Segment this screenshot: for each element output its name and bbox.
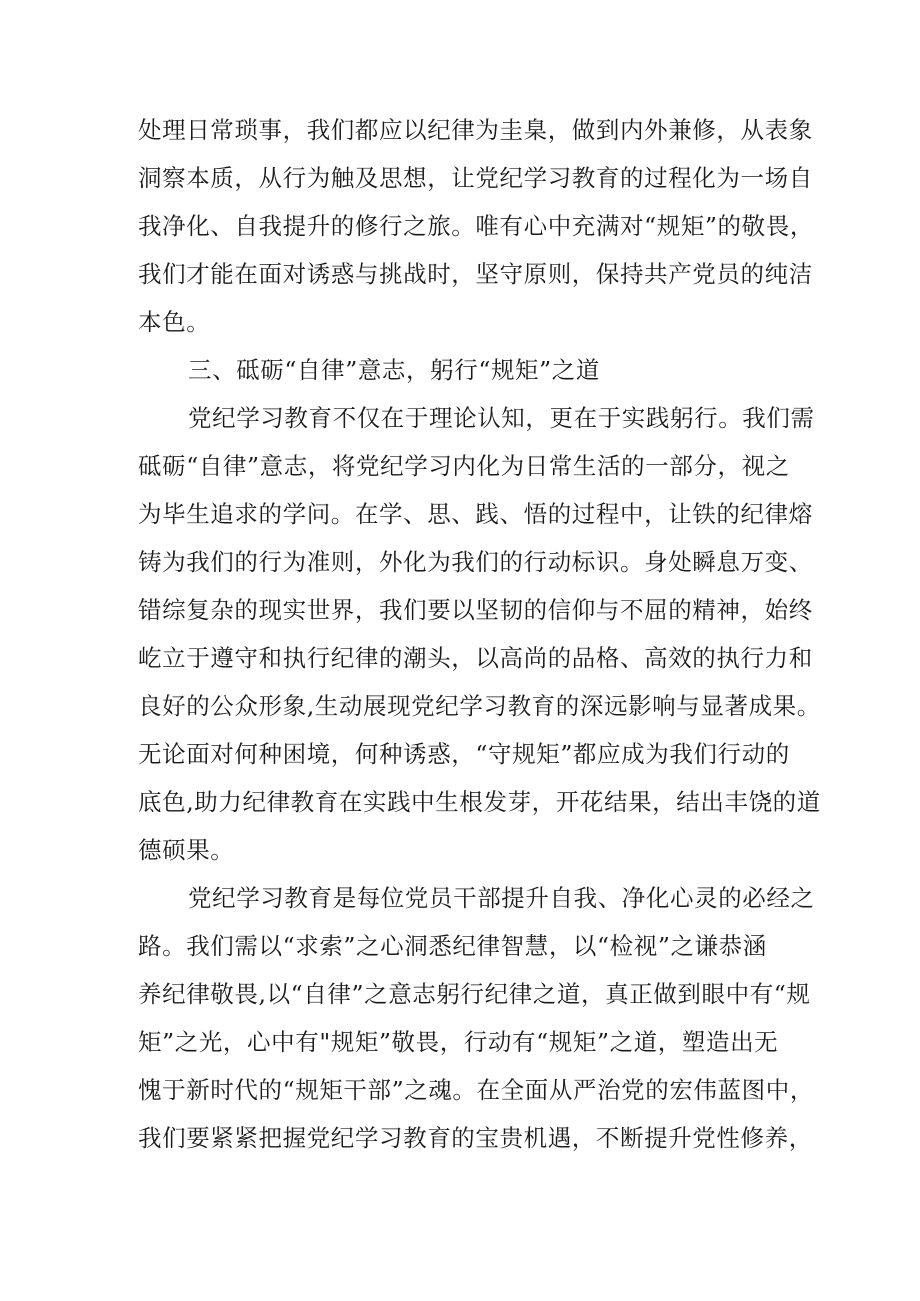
text-line: 为毕生追求的学问。在学、思、践、悟的过程中，让铁的纪律熔 [138, 500, 813, 528]
text-line: 我们要紧紧把握党纪学习教育的宝贵机遇，不断提升党性修养， [138, 1124, 813, 1152]
text-line: 路。我们需以“求索”之心洞悉纪律智慧，以“检视”之谦恭涵 [138, 932, 767, 960]
text-line: 德硕果。 [138, 836, 235, 864]
text-line: 养纪律敬畏,以“自律”之意志躬行纪律之道，真正做到眼中有“规 [138, 980, 811, 1008]
text-line: 本色。 [138, 308, 211, 336]
text-line: 无论面对何种困境，何种诱惑，“守规矩”都应成为我们行动的 [138, 740, 790, 768]
text-line: 底色,助力纪律教育在实践中生根发芽，开花结果，结出丰饶的道 [138, 788, 821, 816]
text-line: 矩”之光，心中有"规矩”敬畏，行动有“规矩”之道，塑造出无 [138, 1028, 779, 1056]
text-line: 洞察本质，从行为触及思想，让党纪学习教育的过程化为一场自 [138, 164, 813, 192]
text-line: 我们才能在面对诱惑与挑战时，坚守原则，保持共产党员的纯洁 [138, 260, 813, 288]
text-line: 良好的公众形象,生动展现党纪学习教育的深远影响与显著成果。 [138, 692, 821, 720]
section-heading: 三、砥砺“自律”意志，躬行“规矩”之道 [188, 356, 600, 384]
text-line: 砥砺“自律”意志，将党纪学习内化为日常生活的一部分，视之 [138, 452, 790, 480]
text-line: 党纪学习教育是每位党员干部提升自我、净化心灵的必经之 [188, 884, 815, 912]
text-line: 铸为我们的行为准则，外化为我们的行动标识。身处瞬息万变、 [138, 548, 813, 576]
text-line: 党纪学习教育不仅在于理论认知，更在于实践躬行。我们需 [188, 404, 815, 432]
text-line: 愧于新时代的“规矩干部”之魂。在全面从严治党的宏伟蓝图中， [138, 1076, 814, 1104]
text-line: 错综复杂的现实世界，我们要以坚韧的信仰与不屈的精神，始终 [138, 596, 813, 624]
text-line: 我净化、自我提升的修行之旅。唯有心中充满对“规矩”的敬畏， [138, 212, 814, 240]
text-line: 处理日常琐事，我们都应以纪律为圭臬，做到内外兼修，从表象 [138, 116, 813, 144]
text-line: 屹立于遵守和执行纪律的潮头，以高尚的品格、高效的执行力和 [138, 644, 813, 672]
